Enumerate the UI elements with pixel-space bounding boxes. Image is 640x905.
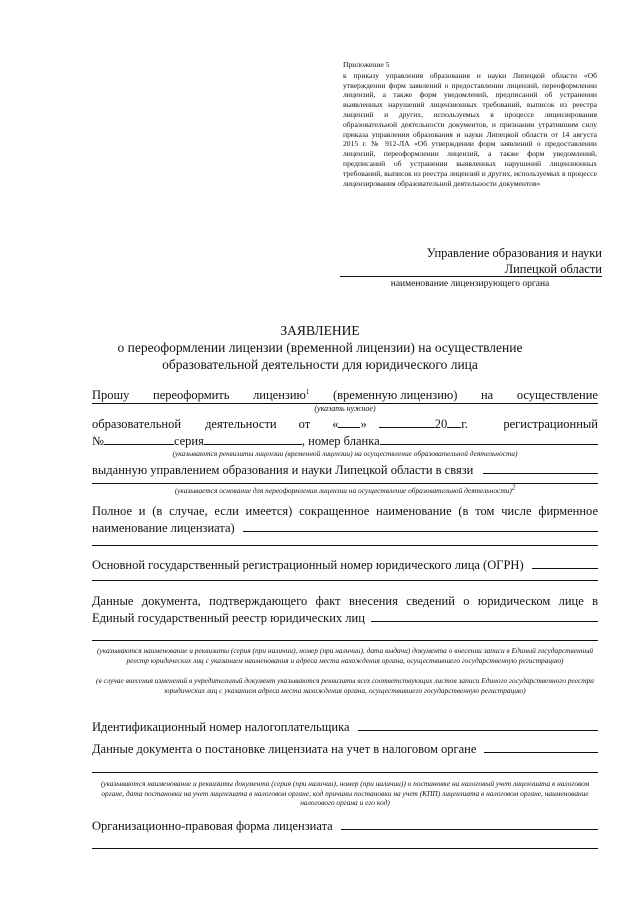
blank-number-field[interactable] bbox=[380, 433, 598, 445]
inn-line bbox=[92, 719, 598, 735]
activity-word-1: образовательной bbox=[92, 417, 182, 431]
document-subtitle-line-2: образовательной деятельности для юридического лица bbox=[162, 357, 478, 372]
reason-underline[interactable] bbox=[92, 483, 598, 484]
document-subtitle-line-1: о переоформлении лицензии (временной лицензии) на осуществление bbox=[117, 340, 523, 355]
date-close-quote: » bbox=[360, 417, 367, 431]
caption-reason: (указывается основание для переоформления лицензии на осуществление образовательной деятельности)2 bbox=[174, 483, 516, 495]
caption-egrul-1: (указываются наименование и реквизиты (серия (при наличии), номер (при наличии), дата выдачи) документа о внесении записи в Единый государственный реестр юридических лиц с указанием наименования и адреса места нахождения органа, осуществившего государственную регистрацию) bbox=[96, 646, 594, 665]
activity-word-3: от bbox=[298, 417, 311, 431]
egrul-line-2-text: Единый государственный реестр юридических лиц bbox=[92, 611, 365, 625]
tax-text: Данные документа о постановке лицензиата на учет в налоговом органе bbox=[92, 742, 477, 756]
document-heading bbox=[60, 322, 580, 373]
date-month-field[interactable] bbox=[379, 416, 435, 428]
authority-line-2: Липецкой области bbox=[504, 262, 602, 276]
footnote-2: 2 bbox=[511, 483, 516, 492]
egrul-line-1: Данные документа, подтверждающего факт внесения сведений о юридическом лице в bbox=[92, 594, 598, 608]
date-year-field[interactable] bbox=[447, 416, 461, 428]
annex-title: Приложение 5 bbox=[343, 60, 390, 69]
date-year-suffix: г. bbox=[461, 417, 469, 431]
egrul-field[interactable] bbox=[371, 610, 598, 622]
request-line bbox=[92, 388, 598, 403]
issued-line bbox=[92, 462, 598, 478]
legal-form-field-line-2[interactable] bbox=[92, 848, 598, 849]
document-title: ЗАЯВЛЕНИЕ bbox=[280, 323, 360, 338]
legal-form-text: Организационно-правовая форма лицензиата bbox=[92, 819, 333, 833]
request-word-2: переоформить bbox=[153, 388, 230, 402]
tax-line bbox=[92, 741, 598, 757]
caption-license-details: (указываются реквизиты лицензии (временной лицензии) на осуществление образовательной деятельности) bbox=[172, 449, 518, 458]
egrul-field-line-2[interactable] bbox=[92, 640, 598, 641]
inn-field[interactable] bbox=[358, 719, 598, 731]
ogrn-field-line-2[interactable] bbox=[92, 580, 598, 581]
licensing-authority bbox=[340, 245, 602, 277]
caption-tax: (указываются наименование и реквизиты документа (серия (при наличии), номер (при наличии)) о постановке на налоговый учет лицензиата в налоговом органе, дата постановки на учет лицензиата в налоговом органе, код причины постановки на учет (КПП) лицензиата в налоговом органе, наименование налогового органа и его код) bbox=[100, 779, 590, 808]
annex-text: к приказу управления образования и науки Липецкой области «Об утверждении форм заявлений о предоставлении лицензий, переоформлении лицензий, а также форм уведомлений, предписаний об устранении выявленных нарушений лицензионных требований, выписок из реестра лицензий и других, используемых в процессе лицензирования образовательной деятельности документов, и признании утратившим силу приказа управления образования и науки Липецкой области от 14 августа 2015 г. № 912-ЛА «Об утверждении форм заявлений о предоставлении лицензий, переоформлении лицензий, а также форм уведомлений, предписаний об устранении выявленных нарушений лицензионных требований, выписок из реестра лицензий и других, используемых в процессе лицензирования образовательной деятельности документов» bbox=[343, 70, 597, 188]
registration-number-field[interactable] bbox=[104, 433, 174, 445]
blank-number-word: , номер бланка bbox=[301, 434, 380, 448]
activity-word-2: деятельности bbox=[205, 417, 277, 431]
caption-egrul-2: (в случае внесения изменений в учредительный документ указываются реквизиты всех соответствующих листов записи Единого государственного реестра юридических лиц с указанием адреса места нахождения органа, осуществившего государственную регистрацию) bbox=[96, 676, 594, 695]
name-field[interactable] bbox=[243, 520, 598, 532]
annex-note bbox=[343, 60, 597, 188]
series-word: серия bbox=[173, 434, 204, 448]
date-day-field[interactable] bbox=[338, 416, 360, 428]
name-line-1: Полное и (в случае, если имеется) сокращенное наименование (в том числе фирменное bbox=[92, 504, 598, 518]
number-series-line bbox=[92, 433, 598, 449]
authority-line-1: Управление образования и науки bbox=[426, 246, 602, 260]
request-word-4: (временную лицензию) bbox=[332, 388, 458, 402]
inn-text: Идентификационный номер налогоплательщика bbox=[92, 720, 350, 734]
request-word-6: осуществление bbox=[516, 388, 598, 402]
legal-form-line bbox=[92, 818, 598, 834]
name-field-line-2[interactable] bbox=[92, 545, 598, 546]
issued-text: выданную управлением образования и науки Липецкой области в связи bbox=[92, 463, 474, 477]
date-year-prefix: 20 bbox=[434, 417, 448, 431]
activity-date-line bbox=[92, 416, 598, 432]
request-word-3: лицензию$^1$ bbox=[253, 387, 310, 402]
egrul-line-2 bbox=[92, 610, 598, 626]
authority-underline bbox=[340, 276, 602, 277]
ogrn-field[interactable] bbox=[532, 557, 598, 569]
ogrn-line bbox=[92, 557, 598, 573]
legal-form-field[interactable] bbox=[341, 818, 598, 830]
caption-specify: (указать нужное) bbox=[314, 404, 376, 413]
number-sign: № bbox=[92, 434, 104, 448]
authority-caption: наименование лицензирующего органа bbox=[390, 279, 550, 289]
reason-field[interactable] bbox=[483, 462, 598, 474]
ogrn-text: Основной государственный регистрационный номер юридического лица (ОГРН) bbox=[92, 558, 524, 572]
tax-field-line-2[interactable] bbox=[92, 772, 598, 773]
name-line-2 bbox=[92, 520, 598, 536]
series-field[interactable] bbox=[204, 433, 302, 445]
footnote-1: 1 bbox=[305, 387, 310, 396]
request-word-5: на bbox=[480, 388, 494, 402]
tax-field[interactable] bbox=[484, 741, 598, 753]
date-open-quote: « bbox=[332, 417, 339, 431]
name-line-2-text: наименование лицензиата) bbox=[92, 521, 235, 535]
request-word-1: Прошу bbox=[92, 388, 130, 402]
registration-word: регистрационный bbox=[503, 417, 598, 431]
